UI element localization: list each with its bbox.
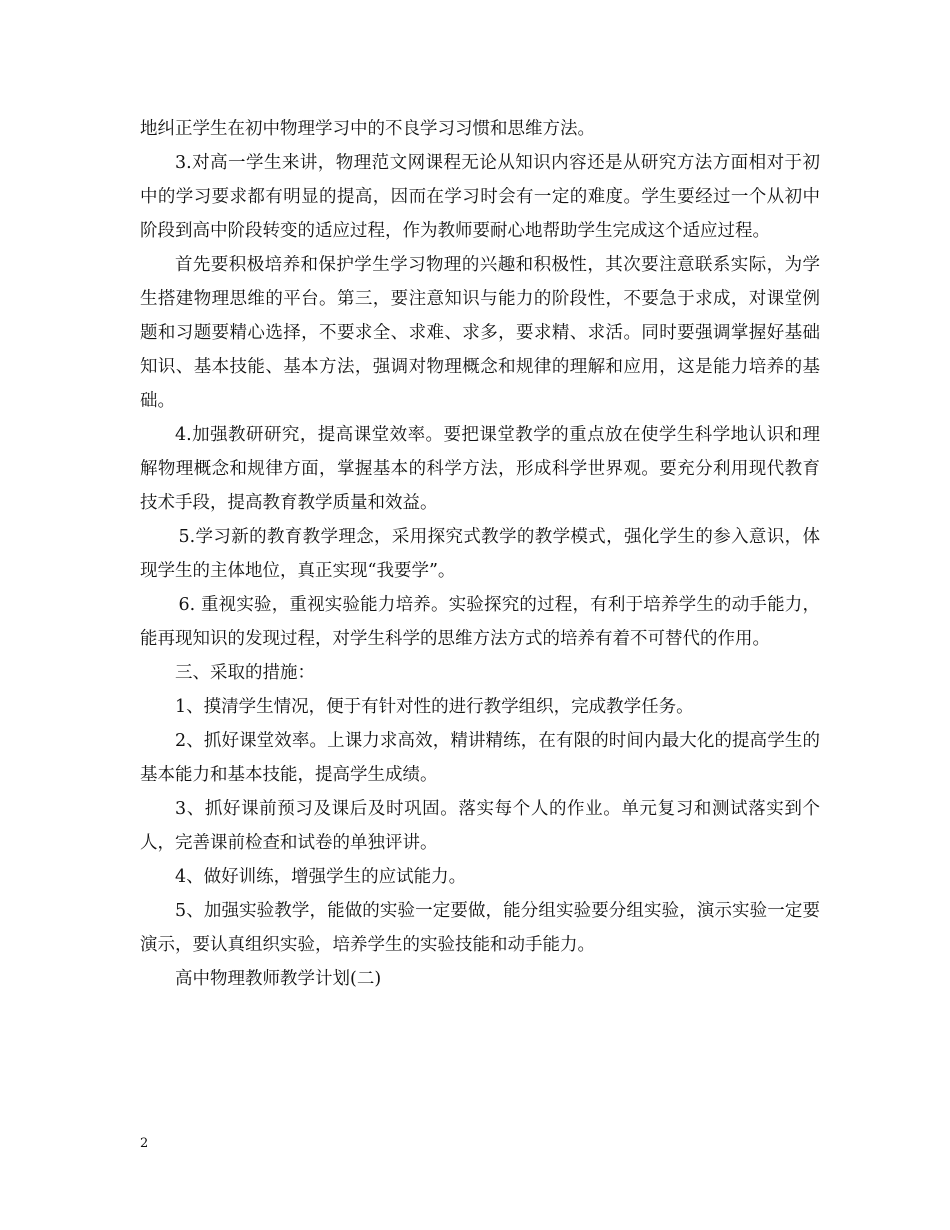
document-body [140,112,820,996]
paragraph-interest: 首先要积极培养和保护学生学习物理的兴趣和积极性，其次要注意联系实际，为学生搭建物理思维的平台。第三，要注意知识与能力的阶段性，不要急于求成，对课堂例题和习题要精心选择，不要求全、求难、求多，要求精、求活。同时要强调掌握好基础知识、基本技能、基本方法，强调对物理概念和规律的理解和应用，这是能力培养的基础。 [140,255,820,411]
measure-item-4: 4、做好训练，增强学生的应试能力。 [175,867,467,887]
paragraph-item-3: 3.对高一学生来讲，物理范文网课程无论从知识内容还是从研究方法方面相对于初中的学习要求都有明显的提高，因而在学习时会有一定的难度。学生要经过一个从初中阶段到高中阶段转变的适应过程，作为教师要耐心地帮助学生完成这个适应过程。 [140,153,820,241]
measure-item-2: 2、抓好课堂效率。上课力求高效，精讲精练，在有限的时间内最大化的提高学生的基本能力和基本技能，提高学生成绩。 [140,731,820,785]
measure-item-5: 5、加强实验教学，能做的实验一定要做，能分组实验要分组实验，演示实验一定要演示，要认真组织实验，培养学生的实验技能和动手能力。 [140,901,820,955]
paragraph-item-4: 4.加强教研研究，提高课堂效率。要把课堂教学的重点放在使学生科学地认识和理解物理概念和规律方面，掌握基本的科学方法，形成科学世界观。要充分利用现代教育技术手段，提高教育教学质量和效益。 [140,425,820,513]
measure-item-1: 1、摸清学生情况，便于有针对性的进行教学组织，完成教学任务。 [175,697,694,717]
section-heading-measures: 三、采取的措施： [175,663,315,683]
paragraph-item-6: 6. 重视实验，重视实验能力培养。实验探究的过程，有利于培养学生的动手能力，能再现知识的发现过程，对学生科学的思维方法方式的培养有着不可替代的作用。 [140,595,820,649]
paragraph-item-5: 5.学习新的教育教学理念，采用探究式教学的教学模式，强化学生的参入意识，体现学生的主体地位，真正实现“我要学”。 [140,527,820,581]
paragraph-continuation: 地纠正学生在初中物理学习中的不良学习习惯和思维方法。 [140,119,595,139]
measure-item-3: 3、抓好课前预习及课后及时巩固。落实每个人的作业。单元复习和测试落实到个人，完善课前检查和试卷的单独评讲。 [140,799,820,853]
page-number: 2 [140,1136,149,1151]
next-plan-title: 高中物理教师教学计划(二) [175,969,382,989]
